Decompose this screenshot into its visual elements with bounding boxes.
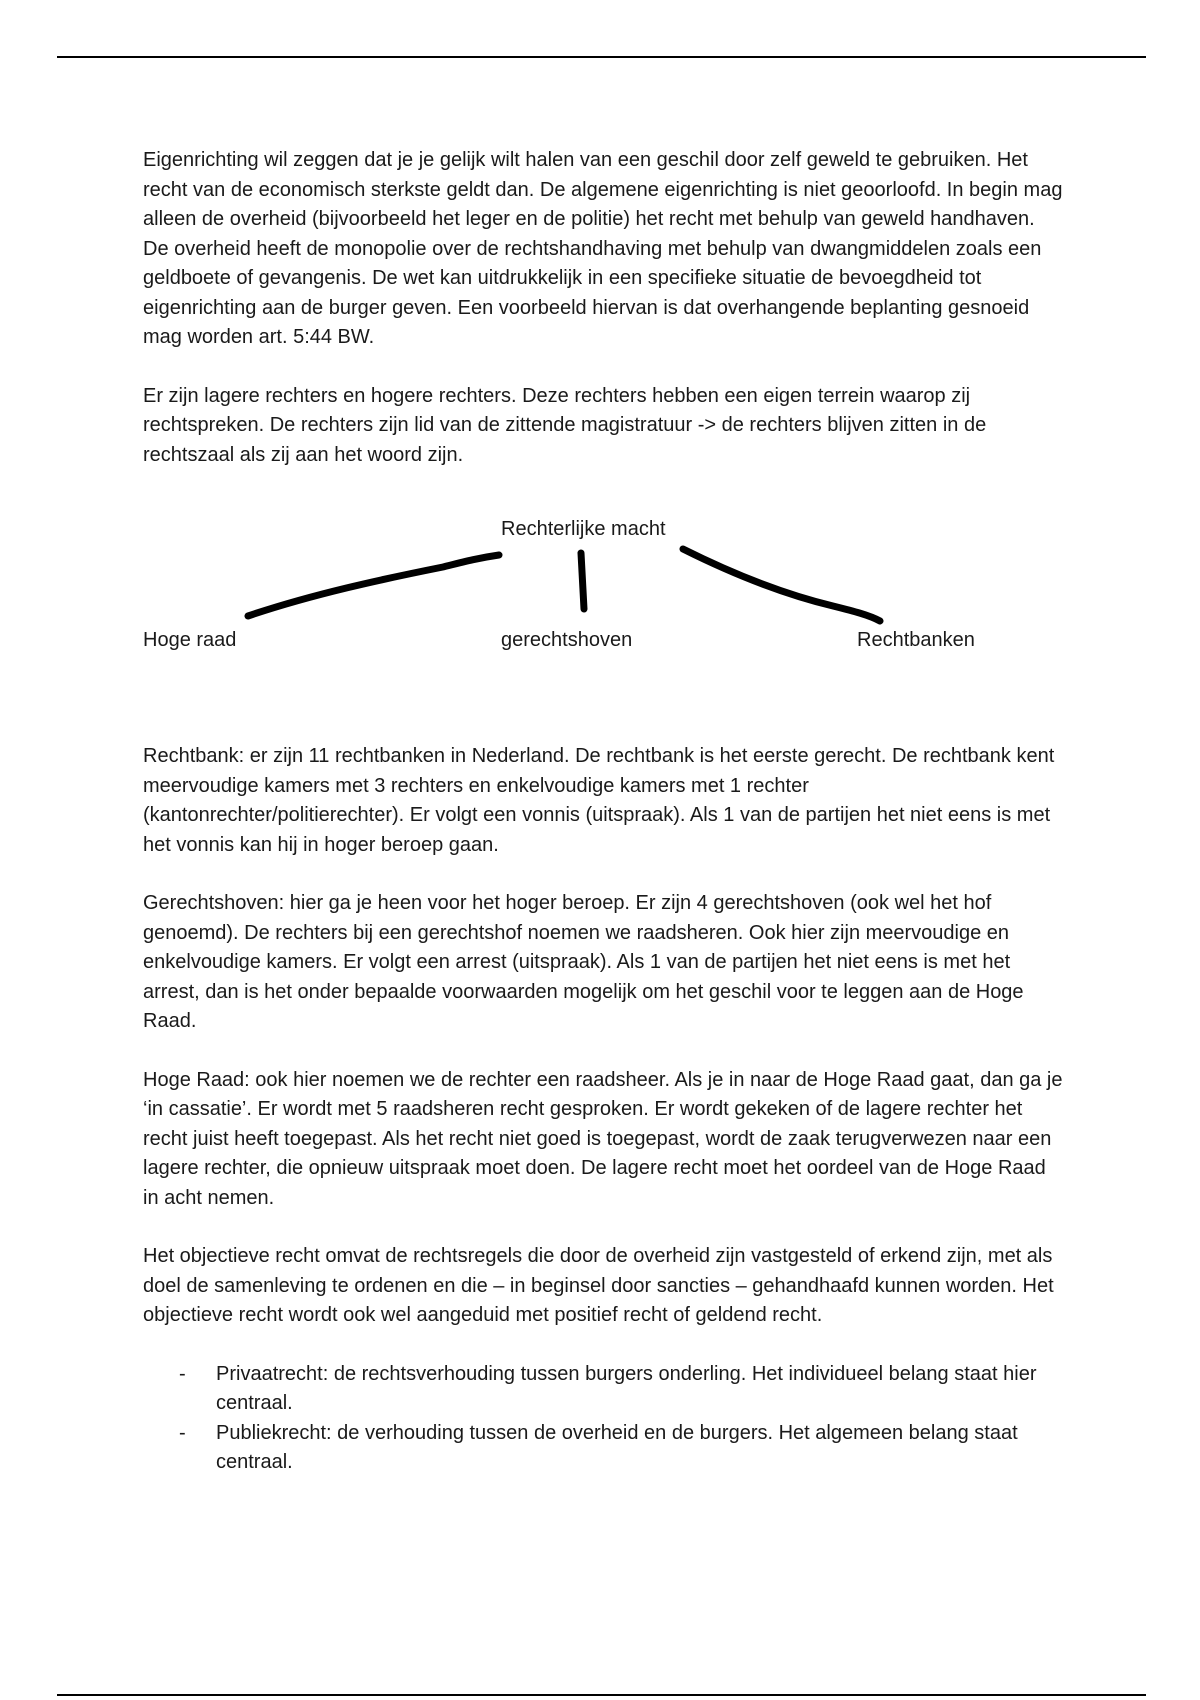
list-item	[143, 1360, 1063, 1419]
rechterlijke-macht-diagram	[143, 499, 1063, 689]
diagram-root-label: Rechterlijke macht	[501, 518, 666, 540]
diagram-right-label: Rechtbanken	[857, 629, 975, 651]
paragraph-hoge-raad: Hoge Raad: ook hier noemen we de rechter een raadsheer. Als je in naar de Hoge Raad gaat, dan ga je ‘in cassatie’. Er wordt met 5 raadsheren recht gesproken. Er wordt gekeken of de lagere rechter het recht juist heeft toegepast. Als het recht niet goed is toegepast, wordt de zaak terugverwezen naar een lagere rechter, die opnieuw uitspraak moet doen. De lagere recht moet het oordeel van de Hoge Raad in acht nemen.	[143, 1068, 1063, 1209]
diagram-left-label: Hoge raad	[143, 629, 237, 651]
stroke-middle	[581, 553, 584, 609]
list-bullet: -	[179, 1421, 186, 1444]
top-rule	[57, 56, 1146, 58]
stroke-right	[683, 549, 880, 621]
paragraph-objectieve-recht: Het objectieve recht omvat de rechtsregels die door de overheid zijn vastgesteld of erkend zijn, met als doel de samenleving te ordenen en die – in beginsel door sancties – gehandhaafd kunnen worden. Het objectieve recht wordt ook wel aangeduid met positief recht of geldend recht.	[143, 1245, 1054, 1326]
diagram-middle-label: gerechtshoven	[501, 629, 633, 651]
list-bullet: -	[179, 1362, 186, 1385]
paragraph-eigenrichting: Eigenrichting wil zeggen dat je je gelijk wilt halen van een geschil door zelf geweld te gebruiken. Het recht van de economisch sterkste geldt dan. De algemene eigenrichting is niet geoorloofd. In begin mag alleen de overheid (bijvoorbeeld het leger en de politie) het recht met behulp van geweld handhaven. De overheid heeft de monopolie over de rechtshandhaving met behulp van dwangmiddelen zoals een geldboete of gevangenis. De wet kan uitdrukkelijk in een specifieke situatie de bevoegdheid tot eigenrichting aan de burger geven. Een voorbeeld hiervan is dat overhangende beplanting gesnoeid mag worden art. 5:44 BW.	[143, 149, 1063, 348]
rechtsgebieden-list	[143, 1360, 1063, 1478]
paragraph-rechters: Er zijn lagere rechters en hogere rechters. Deze rechters hebben een eigen terrein waarop zij rechtspreken. De rechters zijn lid van de zittende magistratuur -> de rechters blijven zitten in de rechtszaal als zij aan het woord zijn.	[143, 384, 987, 466]
paragraph-gerechtshoven: Gerechtshoven: hier ga je heen voor het hoger beroep. Er zijn 4 gerechtshoven (ook wel het hof genoemd). De rechters bij een gerechtshof noemen we raadsheren. Ook hier zijn meervoudige en enkelvoudige kamers. Er volgt een arrest (uitspraak). Als 1 van de partijen het niet eens is met het arrest, dan is het onder bepaalde voorwaarden mogelijk om het geschil voor te leggen aan de Hoge Raad.	[143, 892, 1024, 1032]
list-item-text: Privaatrecht: de rechtsverhouding tussen burgers onderling. Het individueel belang staat hier centraal.	[216, 1362, 1037, 1414]
document-body	[143, 146, 1063, 1478]
stroke-left	[248, 555, 499, 616]
bottom-rule	[57, 1694, 1146, 1696]
list-item	[143, 1419, 1063, 1478]
paragraph-rechtbank: Rechtbank: er zijn 11 rechtbanken in Nederland. De rechtbank is het eerste gerecht. De rechtbank kent meervoudige kamers met 3 rechters en enkelvoudige kamers met 1 rechter (kantonrechter/politierechter). Er volgt een vonnis (uitspraak). Als 1 van de partijen het niet eens is met het vonnis kan hij in hoger beroep gaan.	[143, 745, 1055, 856]
list-item-text: Publiekrecht: de verhouding tussen de overheid en de burgers. Het algemeen belang staat centraal.	[216, 1421, 1018, 1473]
